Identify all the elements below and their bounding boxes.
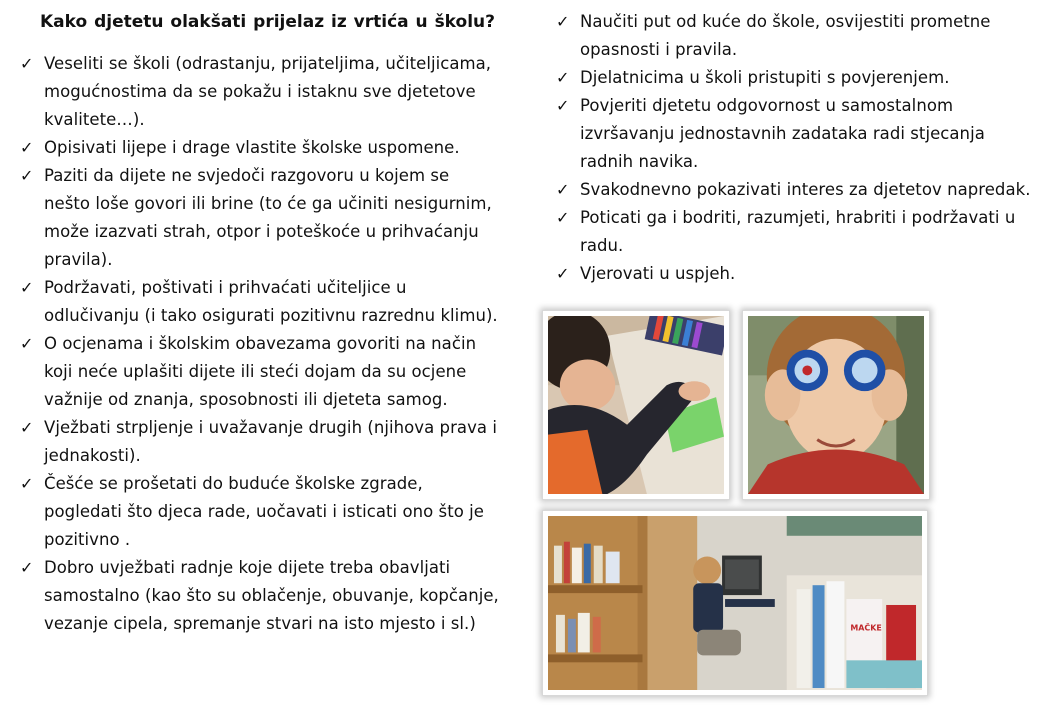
checklist-item-text: Povjeriti djetetu odgovornost u samostalnom izvršavanju jednostavnih zadataka radi stjecanja radnih navika. <box>580 96 985 171</box>
checkmark-icon: ✓ <box>20 334 34 353</box>
checklist-item <box>556 176 1036 204</box>
child-drawing-image <box>548 316 724 494</box>
checklist-item-text: Veseliti se školi (odrastanju, prijateljima, učiteljicama, mogućnostima da se pokažu i istaknu sve djetetove kvalitete…). <box>44 54 492 129</box>
checklist-item-text: Djelatnicima u školi pristupiti s povjerenjem. <box>580 68 950 87</box>
checkmark-icon: ✓ <box>20 278 34 297</box>
checkmark-icon: ✓ <box>20 558 34 577</box>
checkmark-icon: ✓ <box>20 418 34 437</box>
photo3-book-label: MAČKE <box>850 623 882 633</box>
right-checklist <box>556 8 1036 288</box>
checklist-item-text: Opisivati lijepe i drage vlastite školske uspomene. <box>44 138 460 157</box>
checklist-item <box>20 134 500 162</box>
checkmark-icon: ✓ <box>556 180 570 199</box>
checklist-item-text: Paziti da dijete ne svjedoči razgovoru u kojem se nešto loše govori ili brine (to će ga učiniti nesigurnim, može izazvati strah, otpor i poteškoće u prihvaćanju pravila). <box>44 166 492 269</box>
checkmark-icon: ✓ <box>556 12 570 31</box>
checklist-item <box>556 204 1036 260</box>
boy-library-image <box>548 516 922 690</box>
checklist-item <box>20 50 500 134</box>
checklist-item-text: Poticati ga i bodriti, razumjeti, hrabriti i podržavati u radu. <box>580 208 1016 255</box>
checklist-item-text: Podržavati, poštivati i prihvaćati učiteljice u odlučivanju (i tako osigurati pozitivnu razrednu klimu). <box>44 278 498 325</box>
left-checklist <box>20 50 500 638</box>
checklist-item <box>20 330 500 414</box>
checklist-item-text: Vjerovati u uspjeh. <box>580 264 736 283</box>
checklist-item <box>20 274 500 330</box>
checkmark-icon: ✓ <box>556 96 570 115</box>
checklist-item-text: O ocjenama i školskim obavezama govoriti na način koji neće uplašiti dijete ili steći dojam da su ocjene važnije od znanja, sposobnosti ili djeteta samog. <box>44 334 477 409</box>
checklist-item <box>556 260 1036 288</box>
photo-boy-library <box>542 510 928 696</box>
checklist-item <box>20 162 500 274</box>
checklist-item-text: Naučiti put od kuće do škole, osvijestiti prometne opasnosti i pravila. <box>580 12 991 59</box>
checkmark-icon: ✓ <box>556 264 570 283</box>
checklist-item <box>556 92 1036 176</box>
checklist-item-text: Češće se prošetati do buduće školske zgrade, pogledati što djeca rade, uočavati i isticati ono što je pozitivno . <box>44 474 485 549</box>
checklist-item <box>20 554 500 638</box>
checkmark-icon: ✓ <box>556 68 570 87</box>
checklist-item <box>20 470 500 554</box>
checkmark-icon: ✓ <box>20 138 34 157</box>
checklist-item-text: Svakodnevno pokazivati interes za djetetov napredak. <box>580 180 1031 199</box>
page-title: Kako djetetu olakšati prijelaz iz vrtića u školu? <box>40 12 496 32</box>
checklist-item-text: Vježbati strpljenje i uvažavanje drugih (njihova prava i jednakosti). <box>44 418 497 465</box>
girl-binoculars-image <box>748 316 924 494</box>
checklist-item <box>556 64 1036 92</box>
checkmark-icon: ✓ <box>556 208 570 227</box>
checklist-item <box>20 414 500 470</box>
photo-child-drawing <box>542 310 730 500</box>
checklist-item-text: Dobro uvježbati radnje koje dijete treba obavljati samostalno (kao što su oblačenje, obuvanje, kopčanje, vezanje cipela, spremanje stvari na isto mjesto i sl.) <box>44 558 499 633</box>
checkmark-icon: ✓ <box>20 54 34 73</box>
checklist-item <box>556 8 1036 64</box>
photo-girl-binoculars <box>742 310 930 500</box>
checkmark-icon: ✓ <box>20 166 34 185</box>
checkmark-icon: ✓ <box>20 474 34 493</box>
